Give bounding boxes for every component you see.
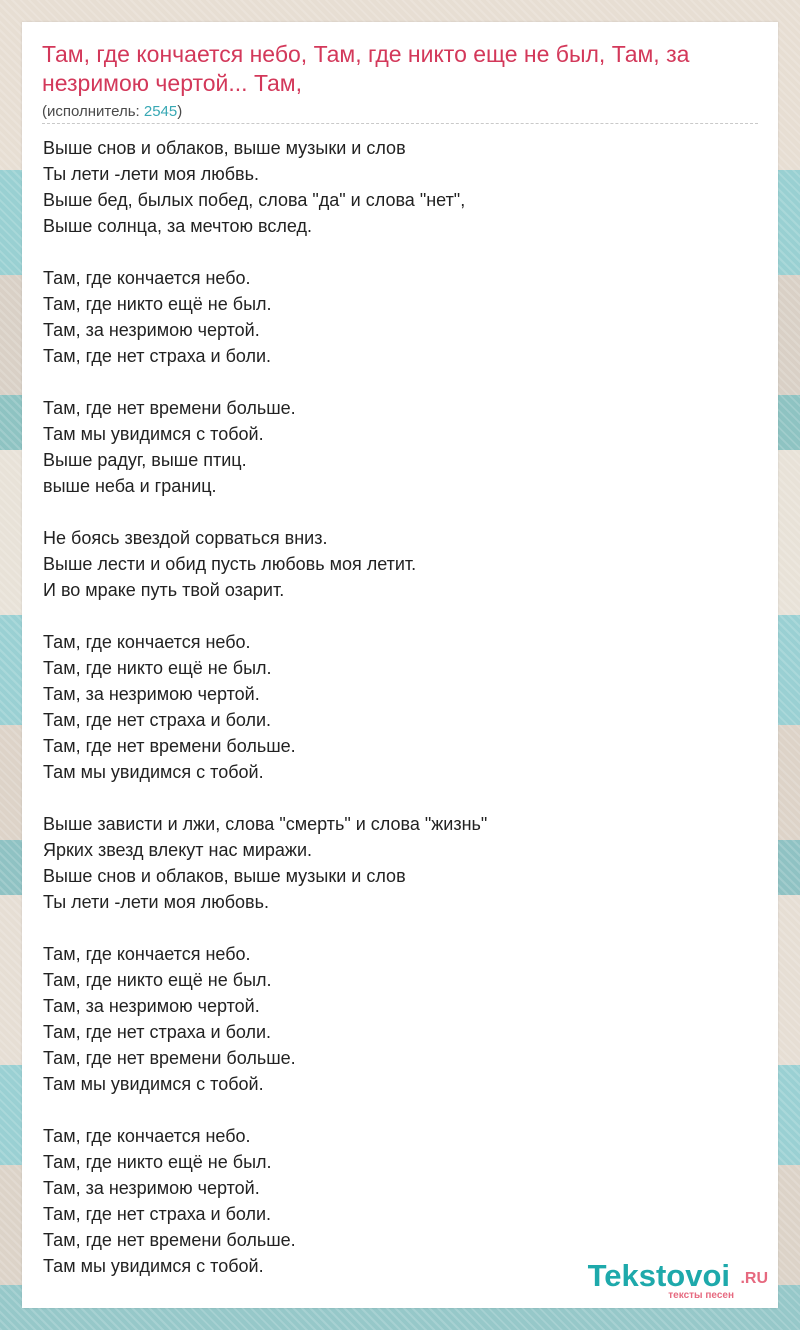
performer-link[interactable]: 2545 bbox=[143, 103, 178, 120]
logo-domain: .RU bbox=[740, 1270, 768, 1287]
logo-tagline: тексты песен bbox=[668, 1290, 734, 1301]
performer-suffix: ) bbox=[177, 103, 183, 120]
site-logo[interactable] bbox=[558, 1260, 768, 1300]
song-title: Там, где кончается небо, Там, где никто еще не был, Там, за незримою чертой... Там, bbox=[42, 41, 690, 96]
performer-line bbox=[42, 103, 182, 121]
lyrics-text: Выше снов и облаков, выше музыки и слов Ты лети -лети моя любвь. Выше бед, былых побед, слова "да" и слова "нет", Выше солнца, за мечтою вслед. Там, где кончается небо. Там, где никто ещё не был. Там, за незримою чертой. Там, где нет страха и боли. Там, где нет времени больше. Там мы увидимся с тобой. Выше радуг, выше птиц. выше неба и границ. Не боясь звездой сорваться вниз. Выше лести и обид пусть любовь моя летит. И во мраке путь твой озарит. Там, где кончается небо. Там, где никто ещё не был. Там, за незримою чертой. Там, где нет страха и боли. Там, где нет времени больше. Там мы увидимся с тобой. Выше зависти и лжи, слова "смерть" и слова "жизнь" Ярких звезд влекут нас миражи. Выше снов и облаков, выше музыки и слов Ты лети -лети моя любовь. Там, где кончается небо. Там, где никто ещё не был. Там, за незримою чертой. Там, где нет страха и боли. Там, где нет времени больше. Там мы увидимся с тобой. Там, где кончается небо. Там, где никто ещё не был. Там, за незримою чертой. Там, где нет страха и боли. Там, где нет времени больше. Там мы увидимся с тобой. bbox=[43, 138, 488, 1276]
header-divider bbox=[42, 123, 758, 124]
logo-name: Tekstovoi bbox=[587, 1258, 730, 1293]
lyrics-card bbox=[22, 22, 778, 1308]
performer-prefix: (исполнитель: bbox=[42, 103, 144, 120]
